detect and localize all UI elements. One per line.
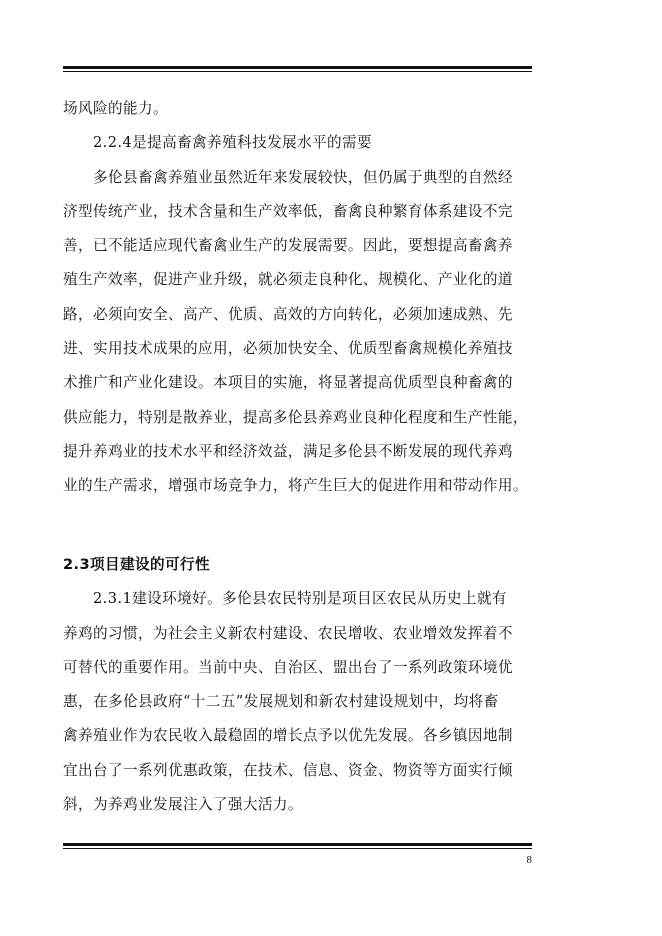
paragraph-line: 供应能力，特别是散养业，提高多伦县养鸡业良种化程度和生产性能， bbox=[63, 408, 528, 426]
paragraph-line: 提升养鸡业的技术水平和经济效益，满足多伦县不断发展的现代养鸡 bbox=[63, 442, 513, 460]
section-2-3 bbox=[63, 548, 533, 822]
paragraph-line: 济型传统产业，技术含量和生产效率低，畜禽良种繁育体系建设不完 bbox=[63, 202, 513, 220]
subheading-2-2-4: 2.2.4是提高畜禽养殖科技发展水平的需要 bbox=[93, 134, 373, 152]
paragraph-line: 路，必须向安全、高产、优质、高效的方向转化，必须加速成熟、先 bbox=[63, 305, 513, 323]
header-rule-thick bbox=[63, 66, 532, 69]
paragraph-line: 可替代的重要作用。当前中央、自治区、盟出台了一系列政策环境优 bbox=[63, 658, 513, 676]
page-number: 8 bbox=[526, 854, 532, 866]
carry-over-line: 场风险的能力。 bbox=[63, 100, 168, 117]
paragraph-line: 业的生产需求，增强市场竞争力，将产生巨大的促进作用和带动作用。 bbox=[63, 477, 528, 495]
section-heading-2-3: 2.3项目建设的可行性 bbox=[63, 556, 211, 573]
section-2-2-4 bbox=[63, 92, 533, 504]
paragraph-line: 斜，为养鸡业发展注入了强大活力。 bbox=[63, 796, 303, 814]
header-rule-thin bbox=[63, 71, 532, 72]
paragraph-line: 养鸡的习惯，为社会主义新农村建设、农民增收、农业增效发挥着不 bbox=[63, 624, 513, 642]
paragraph-line: 善，已不能适应现代畜禽业生产的发展需要。因此，要想提高畜禽养 bbox=[63, 237, 513, 255]
paragraph-line: 多伦县畜禽养殖业虽然近年来发展较快，但仍属于典型的自然经 bbox=[93, 168, 513, 186]
footer-rule-thin bbox=[63, 848, 532, 849]
footer-rule-thick bbox=[63, 843, 532, 846]
paragraph-line: 宜出台了一系列优惠政策，在技术、信息、资金、物资等方面实行倾 bbox=[63, 761, 513, 779]
paragraph-line: 2.3.1建设环境好。多伦县农民特别是项目区农民从历史上就有 bbox=[93, 590, 507, 608]
paragraph-line: 惠，在多伦县政府“十二五”发展规划和新农村建设规划中，均将畜 bbox=[63, 693, 499, 711]
paragraph-line: 禽养殖业作为农民收入最稳固的增长点予以优先发展。各乡镇因地制 bbox=[63, 727, 513, 745]
paragraph-line: 殖生产效率，促进产业升级，就必须走良种化、规模化、产业化的道 bbox=[63, 271, 513, 289]
paragraph-line: 进、实用技术成果的应用，必须加快安全、优质型畜禽规模化养殖技 bbox=[63, 340, 513, 358]
paragraph-line: 术推广和产业化建设。本项目的实施，将显著提高优质型良种畜禽的 bbox=[63, 374, 513, 392]
